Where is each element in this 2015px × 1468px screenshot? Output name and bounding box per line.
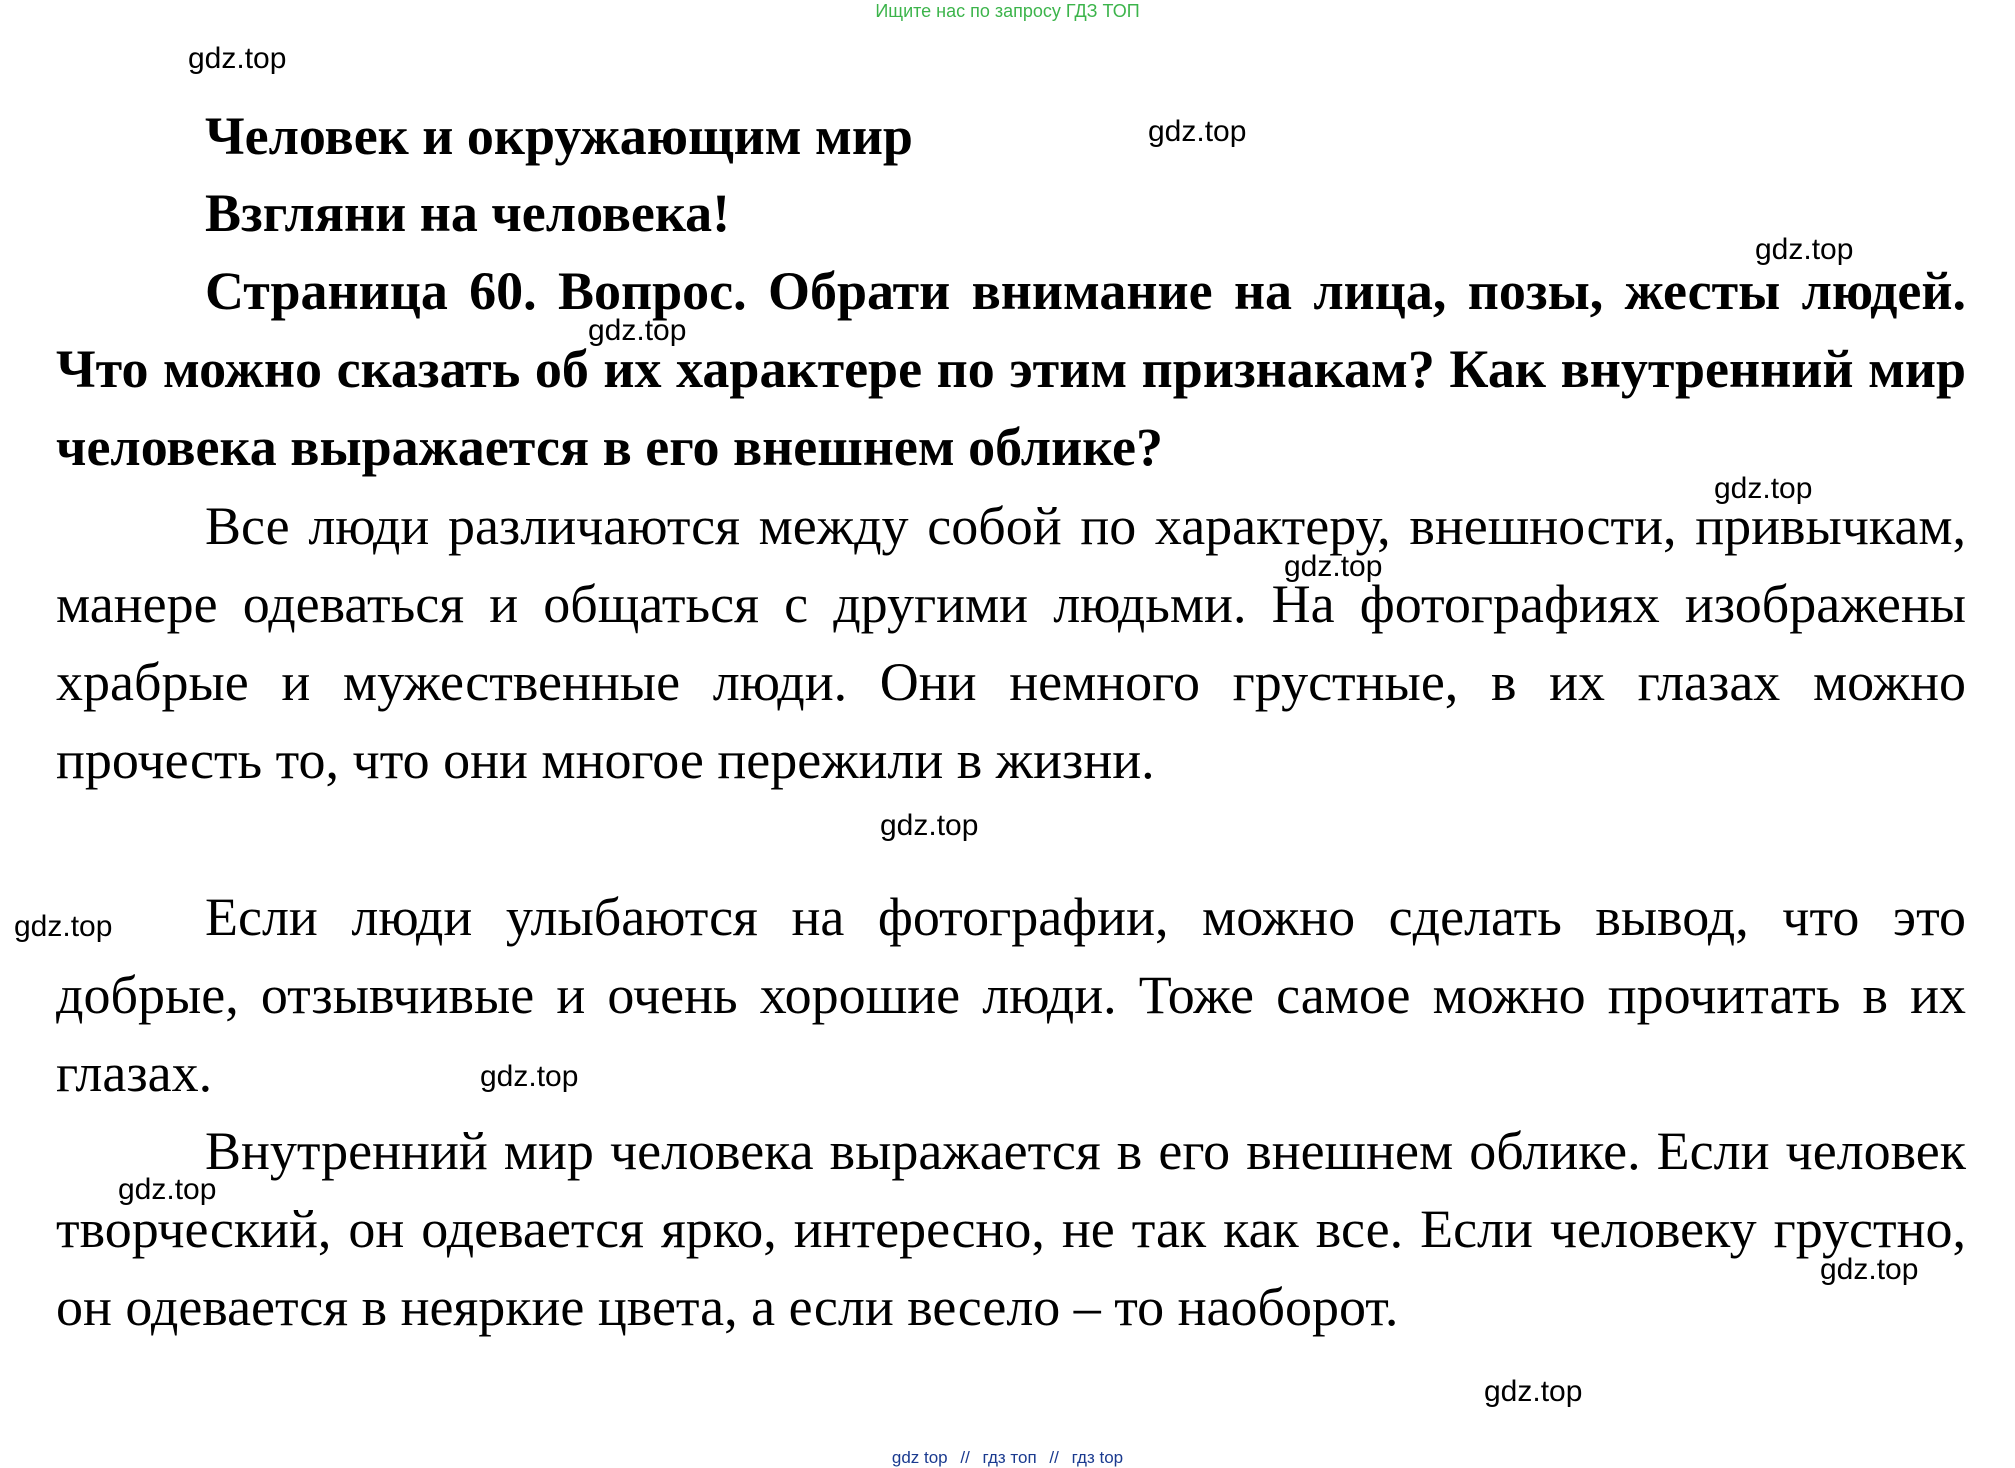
answer-paragraph-3: Внутренний мир человека выражается в его внешнем облике. Если человек творческий, он одевается ярко, интересно, не так как все. Если человеку грустно, он одевается в неяркие цвета, а если весело – то наоборот.: [56, 1121, 1966, 1337]
watermark: gdz.top: [14, 910, 113, 943]
footer: [0, 1448, 2015, 1468]
question-block: [56, 252, 1966, 486]
footer-separator: //: [960, 1448, 970, 1467]
watermark: gdz.top: [880, 809, 979, 842]
watermark: gdz.top: [118, 1173, 217, 1206]
watermark: gdz.top: [1755, 233, 1854, 266]
answer-paragraph-2: Если люди улыбаются на фотографии, можно сделать вывод, что это добрые, отзывчивые и очень хорошие люди. Тоже самое можно прочитать в их глазах.: [56, 887, 1966, 1103]
watermark: gdz.top: [188, 42, 287, 75]
footer-separator: //: [1049, 1448, 1059, 1467]
footer-link-1[interactable]: gdz top: [891, 1448, 948, 1467]
watermark: gdz.top: [1484, 1375, 1583, 1408]
watermark: gdz.top: [1148, 115, 1247, 148]
watermark: gdz.top: [1714, 472, 1813, 505]
answer-paragraph-2-block: [56, 878, 1966, 1112]
answer-paragraph-1: Все люди различаются между собой по характеру, внешности, привычкам, манере одеваться и общаться с другими людьми. На фотографиях изображены храбрые и мужественные люди. Они немного грустные, в их глазах можно прочесть то, что они многое пережили в жизни.: [56, 496, 1966, 790]
watermark: gdz.top: [588, 314, 687, 347]
answer-paragraph-1-block: [56, 487, 1966, 799]
answer-paragraph-3-block: [56, 1112, 1966, 1346]
page-title: Человек и окружающим мир: [205, 106, 913, 166]
question-text: Страница 60. Вопрос. Обрати внимание на лица, позы, жесты людей. Что можно сказать об их характере по этим признакам? Как внутренний мир человека выражается в его внешнем облике?: [56, 261, 1966, 477]
footer-link-2[interactable]: гдз топ: [982, 1448, 1037, 1467]
watermark: gdz.top: [1284, 550, 1383, 583]
footer-link-3[interactable]: гдз top: [1071, 1448, 1124, 1467]
top-banner-text: Ищите нас по запросу ГДЗ ТОП: [875, 1, 1140, 21]
watermark: gdz.top: [480, 1060, 579, 1093]
page-subtitle: Взгляни на человека!: [205, 183, 731, 243]
watermark: gdz.top: [1820, 1253, 1919, 1286]
top-banner: [0, 0, 2015, 22]
